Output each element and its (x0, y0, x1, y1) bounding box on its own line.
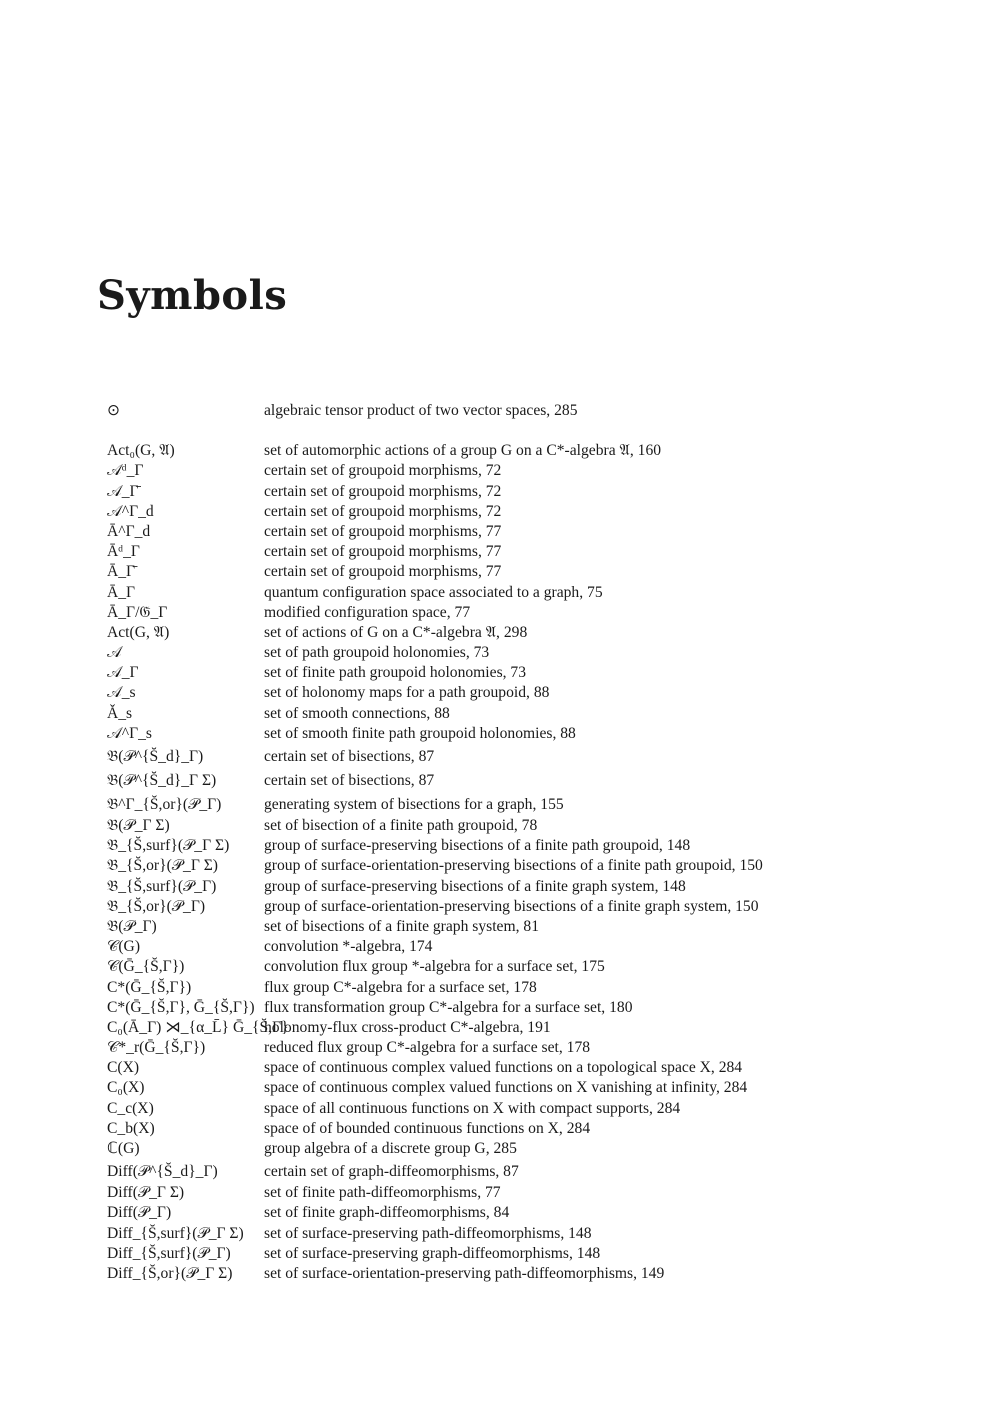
symbol-description: certain set of bisections, 87 (264, 772, 435, 789)
symbol-description: group of surface-preserving bisections of a finite path groupoid, 148 (264, 837, 691, 855)
symbol: C_b(X) (107, 1119, 155, 1137)
symbol-entry (107, 663, 967, 683)
symbol-entry (107, 1139, 967, 1159)
symbol: Ā_Γ/𝔊̄_Γ (107, 603, 168, 621)
symbol: 𝒜_Γ̄ (107, 482, 139, 500)
symbol-entry (107, 1078, 967, 1098)
symbol: 𝒜^Γ_s (107, 724, 152, 742)
symbol-description: group algebra of a discrete group G, 285 (264, 1140, 517, 1157)
symbol: ⊙ (107, 402, 121, 419)
symbol: 𝔅_{S̆,or}(𝒫_Γ) (107, 897, 206, 915)
symbol-entry (107, 792, 967, 816)
symbol-description: group of surface-orientation-preserving bisections of a finite graph system, 150 (264, 897, 759, 915)
symbol-description: algebraic tensor product of two vector spaces, 285 (264, 402, 578, 419)
symbol-entry (107, 502, 967, 522)
symbol: 𝒞(Ḡ_{S̆,Γ}) (107, 958, 185, 976)
symbol-entry (107, 724, 967, 744)
symbol-description: space of continuous complex valued functions on a topological space X, 284 (264, 1059, 743, 1077)
symbol-entry (107, 542, 967, 562)
symbol-description: modified configuration space, 77 (264, 603, 471, 621)
symbol-description: convolution *-algebra, 174 (264, 938, 433, 956)
symbol: C(X) (107, 1059, 140, 1077)
symbol: Āᵈ_Γ (107, 543, 140, 561)
symbol: 𝒜_Γ (107, 664, 139, 682)
symbol-entry (107, 897, 967, 917)
symbol: 𝒜 (107, 644, 122, 662)
symbol: Diff_{S̆,surf}(𝒫_Γ Σ) (107, 1224, 244, 1242)
symbol-entry (107, 1099, 967, 1119)
symbol-description: space of all continuous functions on X with compact supports, 284 (264, 1099, 681, 1117)
symbol-description: set of finite path-diffeomorphisms, 77 (264, 1184, 501, 1202)
symbol-description: quantum configuration space associated to a graph, 75 (264, 583, 603, 601)
symbol-entry (107, 683, 967, 703)
symbol-description: certain set of bisections, 87 (264, 748, 435, 765)
symbol: 𝔅(𝒫^{S̆_d}_Γ) (107, 748, 204, 765)
symbol-description: certain set of groupoid morphisms, 77 (264, 522, 502, 540)
symbol-entry (107, 1018, 967, 1038)
symbol-entry (107, 482, 967, 502)
symbol-description: set of bisections of a finite graph system, 81 (264, 917, 539, 935)
symbol-entry (107, 836, 967, 856)
symbol: Diff(𝒫^{S̆_d}_Γ) (107, 1163, 218, 1181)
symbol-entry (107, 1224, 967, 1244)
symbol-description: certain set of groupoid morphisms, 72 (264, 462, 502, 480)
symbol: 𝔅^Γ_{S̆,or}(𝒫_Γ) (107, 796, 222, 813)
symbol-description: set of surface-orientation-preserving path-diffeomorphisms, 149 (264, 1264, 665, 1282)
symbol-description: certain set of groupoid morphisms, 77 (264, 543, 502, 561)
symbol-entry (107, 1058, 967, 1078)
symbol-entry (107, 1119, 967, 1139)
symbol-description: certain set of graph-diffeomorphisms, 87 (264, 1163, 519, 1181)
symbol-description: set of smooth finite path groupoid holonomies, 88 (264, 724, 576, 742)
symbol-entry (107, 1244, 967, 1264)
symbol-entry (107, 937, 967, 957)
symbol-description: flux group C*-algebra for a surface set, 178 (264, 978, 537, 996)
symbol-description: reduced flux group C*-algebra for a surface set, 178 (264, 1039, 591, 1057)
symbol: 𝔅_{S̆,surf}(𝒫_Γ) (107, 877, 217, 895)
symbol-description: certain set of groupoid morphisms, 72 (264, 482, 502, 500)
symbol-description: convolution flux group *-algebra for a surface set, 175 (264, 958, 605, 976)
symbol-description: holonomy-flux cross-product C*-algebra, 191 (264, 1018, 551, 1036)
symbol: 𝔅(𝒫_Γ) (107, 917, 157, 935)
symbol: 𝔅_{S̆,surf}(𝒫_Γ Σ) (107, 837, 230, 855)
symbol: 𝒞*_r(Ḡ_{S̆,Γ}) (107, 1039, 206, 1057)
symbol-entry (107, 522, 967, 542)
symbol-entry (107, 917, 967, 937)
symbol: 𝔅_{S̆,or}(𝒫_Γ Σ) (107, 857, 219, 875)
symbol: Diff(𝒫_Γ) (107, 1204, 172, 1222)
symbol-entry (107, 461, 967, 481)
symbol-description: set of smooth connections, 88 (264, 704, 450, 722)
symbol-entry (107, 856, 967, 876)
symbol: Ā^Γ_d (107, 522, 151, 540)
symbol: 𝒜ᵈ_Γ (107, 462, 144, 480)
symbol-entry (107, 1203, 967, 1223)
symbol-entry (107, 441, 967, 461)
symbol-description: set of holonomy maps for a path groupoid, 88 (264, 684, 550, 702)
symbol: 𝔅(𝒫^{S̆_d}_Γ Σ) (107, 772, 217, 789)
symbol-entry (107, 623, 967, 643)
symbol-entry (107, 704, 967, 724)
symbol: Diff_{S̆,surf}(𝒫_Γ) (107, 1244, 231, 1262)
symbol: 𝒜_s (107, 684, 136, 702)
symbol-description: set of path groupoid holonomies, 73 (264, 644, 490, 662)
symbol: Ā_Γ̄ (107, 563, 136, 581)
symbol: C₀(Ā_Γ) ⋊_{α_L̄} Ḡ_{S̆,Γ} (107, 1018, 289, 1036)
symbol-description: set of bisection of a finite path groupoid, 78 (264, 817, 538, 834)
symbol-entry (107, 643, 967, 663)
symbol-entry (107, 877, 967, 897)
symbol-description: set of surface-preserving path-diffeomorphisms, 148 (264, 1224, 592, 1242)
symbol-description: space of continuous complex valued functions on X vanishing at infinity, 284 (264, 1079, 748, 1097)
symbol: 𝒜^Γ_d (107, 502, 154, 520)
symbol: 𝔅(𝒫_Γ Σ) (107, 817, 170, 834)
symbol: Act₀(G, 𝔄) (107, 442, 175, 460)
symbol-description: group of surface-preserving bisections of a finite graph system, 148 (264, 877, 686, 895)
symbol-description: certain set of groupoid morphisms, 72 (264, 502, 502, 520)
symbol-entry (107, 998, 967, 1018)
symbol-description: set of actions of G on a C*-algebra 𝔄, 298 (264, 623, 528, 641)
symbol-entry (107, 957, 967, 977)
symbol-description: generating system of bisections for a graph, 155 (264, 796, 564, 813)
symbol-description: set of finite path groupoid holonomies, 73 (264, 664, 527, 682)
symbol: Act(G, 𝔄) (107, 623, 170, 641)
symbol: C_c(X) (107, 1099, 154, 1117)
symbol-description: flux transformation group C*-algebra for a surface set, 180 (264, 998, 633, 1016)
symbol: Ā_Γ (107, 583, 136, 601)
symbol: C₀(X) (107, 1079, 145, 1097)
symbol-description: set of finite graph-diffeomorphisms, 84 (264, 1204, 510, 1222)
chapter-title: Symbols (97, 272, 288, 319)
symbol-description: space of of bounded continuous functions on X, 284 (264, 1119, 591, 1137)
symbol-entry (107, 603, 967, 623)
symbol-entry (107, 768, 967, 792)
symbol-description: set of surface-preserving graph-diffeomorphisms, 148 (264, 1244, 601, 1262)
symbol-description: set of automorphic actions of a group G on a C*-algebra 𝔄, 160 (264, 442, 662, 460)
symbol: Diff_{S̆,or}(𝒫_Γ Σ) (107, 1264, 233, 1282)
symbol-entry (107, 744, 967, 768)
symbol-entry (107, 1159, 967, 1183)
symbol: C*(Ḡ_{S̆,Γ}, Ḡ_{S̆,Γ}) (107, 998, 255, 1016)
symbol: C*(Ḡ_{S̆,Γ}) (107, 978, 192, 996)
symbol-entry (107, 562, 967, 582)
symbol-entry (107, 583, 967, 603)
symbol-entry (107, 1183, 967, 1203)
symbol-list (107, 401, 967, 1284)
symbol: Ǎ_s (107, 704, 133, 722)
symbol-entry (107, 1038, 967, 1058)
symbol: 𝒞(G) (107, 938, 141, 956)
symbol-description: group of surface-orientation-preserving bisections of a finite path groupoid, 150 (264, 857, 763, 875)
symbol: Diff(𝒫_Γ Σ) (107, 1184, 185, 1202)
symbol-entry (107, 978, 967, 998)
symbol-entry (107, 816, 967, 836)
symbol-entry (107, 401, 967, 421)
symbol: ℂ(G) (107, 1140, 140, 1157)
symbol-entry (107, 1264, 967, 1284)
symbol-description: certain set of groupoid morphisms, 77 (264, 563, 502, 581)
